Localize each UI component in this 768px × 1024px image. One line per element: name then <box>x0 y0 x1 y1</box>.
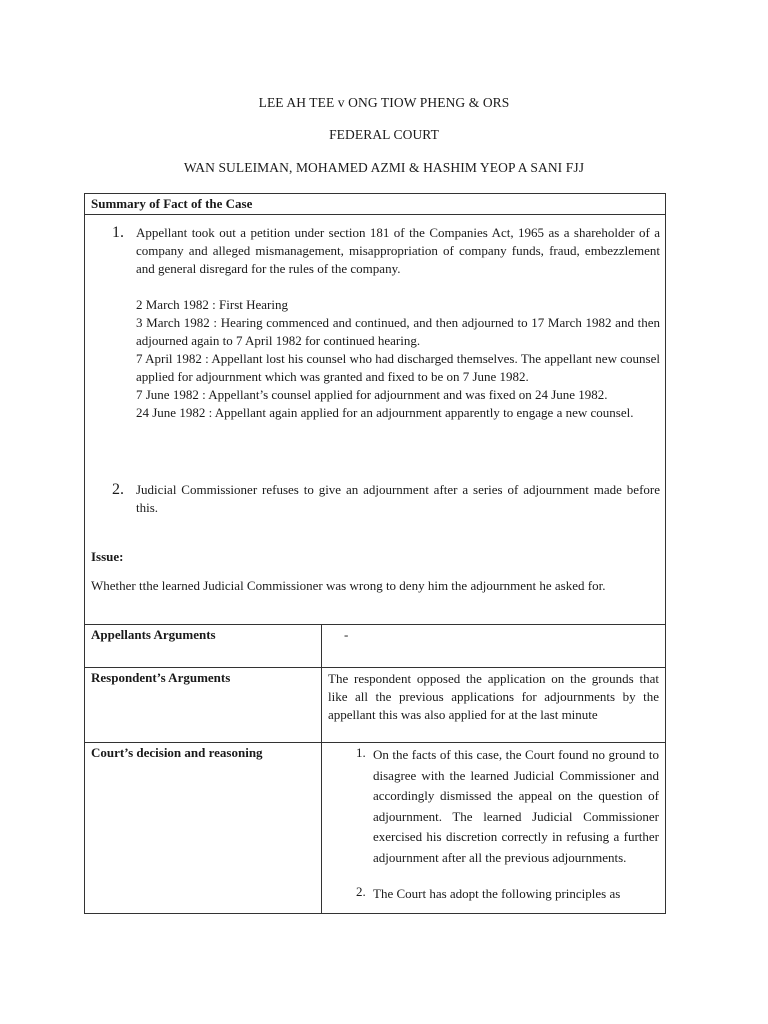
timeline-entry: 24 June 1982 : Appellant again applied for an adjournment apparently to engage a new counsel. <box>136 405 634 420</box>
table-row <box>85 625 666 668</box>
arguments-table <box>84 624 666 914</box>
timeline-entry: 2 March 1982 : First Hearing <box>136 297 289 312</box>
summary-item-1 <box>112 224 660 278</box>
table-row <box>85 743 666 914</box>
issue-label: Issue: <box>91 549 124 564</box>
court-item-2-number: 2. <box>356 884 366 899</box>
timeline-entry: 7 June 1982 : Appellant’s counsel applied for adjournment and was fixed on 24 June 1982. <box>136 387 608 402</box>
summary-item-1-text: Appellant took out a petition under section 181 of the Companies Act, 1965 as a shareholder of a company and alleged mismanagement, misappropriation of company funds, fraud, embezzlement and general disregard for the rules of the company. <box>136 225 660 276</box>
summary-box <box>84 193 666 625</box>
appellant-arguments-label: Appellants Arguments <box>85 625 322 668</box>
issue-text: Whether tthe learned Judicial Commissioner was wrong to deny him the adjournment he asked for. <box>91 578 606 593</box>
summary-item-2-number: 2. <box>112 481 124 498</box>
court-decision-value <box>322 743 666 914</box>
court-name: FEDERAL COURT <box>329 127 439 142</box>
appellant-arguments-value: - <box>322 625 666 668</box>
court-item-1-number: 1. <box>356 745 366 760</box>
summary-heading: Summary of Fact of the Case <box>85 194 665 215</box>
court-item-2 <box>328 884 659 904</box>
summary-item-2-text: Judicial Commissioner refuses to give an adjournment after a series of adjournment made before this. <box>136 482 660 515</box>
table-row <box>85 668 666 743</box>
case-title: LEE AH TEE v ONG TIOW PHENG & ORS <box>258 95 510 110</box>
summary-item-2 <box>112 481 660 517</box>
timeline-entry: 3 March 1982 : Hearing commenced and continued, and then adjourned to 17 March 1982 and then adjourned again to 7 April 1982 for continued hearing. <box>136 315 660 348</box>
respondent-arguments-label: Respondent’s Arguments <box>85 668 322 743</box>
court-item-1-text: On the facts of this case, the Court found no ground to disagree with the learned Judicial Commissioner and accordingly dismissed the appeal on the question of adjournment. The learned Judicial Commissioner exercised his discretion correctly in refusing a further adjournment after all the previous adjournments. <box>373 747 659 865</box>
summary-item-1-number: 1. <box>112 224 124 241</box>
court-item-1 <box>328 745 659 868</box>
respondent-arguments-value: The respondent opposed the application on the grounds that like all the previous applications for adjournments by the appellant this was also applied for at the last minute <box>322 668 666 743</box>
timeline <box>136 296 660 422</box>
judges-line: WAN SULEIMAN, MOHAMED AZMI & HASHIM YEOP A SANI FJJ <box>183 160 585 175</box>
court-item-2-text: The Court has adopt the following principles as <box>373 886 621 901</box>
court-decision-label: Court’s decision and reasoning <box>85 743 322 914</box>
timeline-entry: 7 April 1982 : Appellant lost his counsel who had discharged themselves. The appellant new counsel applied for adjournment which was granted and fixed to be on 7 June 1982. <box>136 351 660 384</box>
